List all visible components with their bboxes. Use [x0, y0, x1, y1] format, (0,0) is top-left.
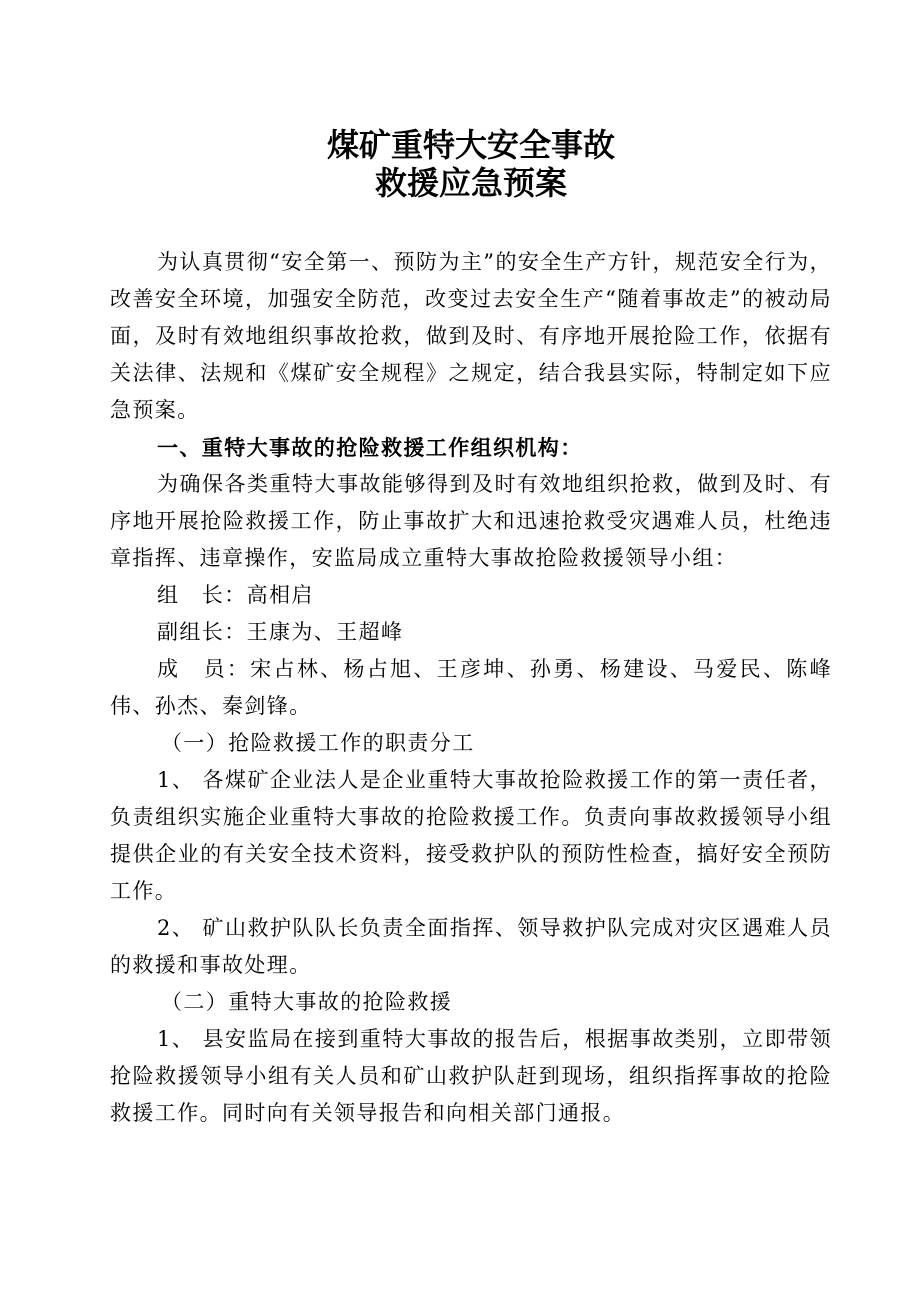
title-line-1: 煤矿重特大安全事故 — [326, 126, 615, 164]
subsection-1-heading: （一）抢险救援工作的职责分工 — [161, 731, 475, 755]
document-page — [110, 126, 832, 1132]
deputy-line: 副组长：王康为、王超峰 — [157, 620, 404, 644]
title-block — [110, 126, 832, 202]
title-line-2: 救援应急预案 — [374, 164, 567, 202]
leader-line: 组 长：高相启 — [157, 583, 314, 607]
subsection-2-heading: （二）重特大事故的抢险救援 — [161, 990, 453, 1014]
section-1-body: 为确保各类重特大事故能够得到及时有效地组织抢救，做到及时、有序地开展抢险救援工作，防止事故扩大和迅速抢救受灾遇难人员，杜绝违章指挥、违章操作，安监局成立重特大事故抢险救援领导小组： — [110, 472, 832, 570]
members-line: 成 员：宋占林、杨占旭、王彦坤、孙勇、杨建设、马爱民、陈峰伟、孙杰、秦剑锋。 — [110, 657, 832, 718]
section-1-heading: 一、重特大事故的抢险救援工作组织机构： — [157, 435, 583, 460]
intro-paragraph: 为认真贯彻“安全第一、预防为主”的安全生产方针，规范安全行为，改善安全环境，加强安全防范，改变过去安全生产“随着事故走”的被动局面，及时有效地组织事故抢救，做到及时、有序地开展抢险工作，依据有关法律、法规和《煤矿安全规程》之规定，结合我县实际，特制定如下应急预案。 — [110, 250, 832, 422]
subsection-1-item-1: 1、 各煤矿企业法人是企业重特大事故抢险救援工作的第一责任者，负责组织实施企业重特大事故的抢险救援工作。负责向事故救援领导小组提供企业的有关安全技术资料，接受救护队的预防性检查，搞好安全预防工作。 — [110, 768, 832, 903]
subsection-1-item-2: 2、 矿山救护队队长负责全面指挥、领导救护队完成对灾区遇难人员的救援和事故处理。 — [110, 916, 832, 977]
subsection-2-item-1: 1、 县安监局在接到重特大事故的报告后，根据事故类别，立即带领抢险救援领导小组有关人员和矿山救护队赶到现场，组织指挥事故的抢险救援工作。同时向有关领导报告和向相关部门通报。 — [110, 1027, 832, 1125]
